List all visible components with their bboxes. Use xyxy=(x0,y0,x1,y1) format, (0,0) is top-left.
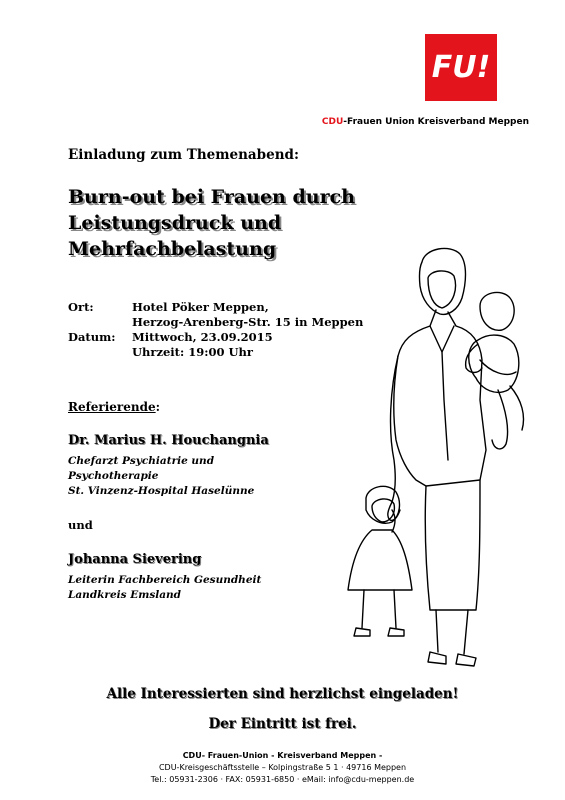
mother-skirt xyxy=(425,480,480,610)
date-label: Datum: xyxy=(68,330,116,344)
and-separator: und xyxy=(68,518,93,532)
invitation-label: Einladung zum Themenabend: xyxy=(68,147,299,163)
mother-shoes xyxy=(428,652,476,666)
girl-face xyxy=(372,499,394,522)
free-entry: Der Eintritt ist frei. xyxy=(208,716,357,732)
mother-legs xyxy=(436,610,468,654)
speakers-heading-text: Referierende xyxy=(68,400,156,414)
mother-hair xyxy=(419,248,465,314)
location-line1: Hotel Pöker Meppen, xyxy=(132,300,269,314)
event-title-line: Burn-out bei Frauen durch xyxy=(68,186,355,208)
footer xyxy=(0,750,565,786)
event-info xyxy=(68,300,363,360)
org-accent: CDU xyxy=(321,117,344,127)
speaker-1-role: St. Vinzenz-Hospital Haselünne xyxy=(68,485,255,497)
speakers-heading-colon: : xyxy=(155,400,161,414)
baby-head xyxy=(480,292,514,330)
speaker-1-role: Psychotherapie xyxy=(68,470,159,482)
location-line2: Herzog-Arenberg-Str. 15 in Meppen xyxy=(132,315,364,329)
speakers-heading xyxy=(68,400,160,414)
invitation-all: Alle Interessierten sind herzlichst eingeladen! xyxy=(106,686,459,702)
baby-legs xyxy=(492,386,524,449)
mother-lapel xyxy=(442,352,448,460)
org-name: -Frauen Union Kreisverband Meppen xyxy=(343,117,529,127)
speaker-2-name: Johanna Sievering xyxy=(68,552,202,567)
event-title xyxy=(68,184,355,262)
speaker-1-roles xyxy=(68,454,254,499)
footer-line: CDU- Frauen-Union - Kreisverband Meppen - xyxy=(182,751,383,760)
mother-jacket xyxy=(394,310,486,486)
speaker-2-role: Landkreis Emsland xyxy=(68,589,181,601)
org-header xyxy=(322,117,529,127)
girl-shoes xyxy=(354,628,404,636)
mother-collar xyxy=(430,326,454,352)
time-value: Uhrzeit: 19:00 Uhr xyxy=(132,345,253,359)
mother-face xyxy=(428,271,456,308)
footer-line: CDU-Kreisgeschäftsstelle – Kolpingstraße 5 1 · 49716 Meppen xyxy=(158,763,407,772)
speaker-2-role: Leiterin Fachbereich Gesundheit xyxy=(68,574,262,586)
fu-logo: FU! xyxy=(425,34,497,101)
girl-legs xyxy=(362,590,396,628)
mother-children-illustration xyxy=(330,240,540,680)
speaker-1-name: Dr. Marius H. Houchangnia xyxy=(68,433,269,448)
event-title-line: Mehrfachbelastung xyxy=(68,238,277,260)
date-value: Mittwoch, 23.09.2015 xyxy=(132,330,273,344)
speaker-1-role: Chefarzt Psychiatrie und xyxy=(68,455,215,467)
footer-line: Tel.: 05931-2306 · FAX: 05931-6850 · eMail: info@cdu-meppen.de xyxy=(150,775,415,784)
girl-dress xyxy=(348,530,412,590)
mother-right-arm xyxy=(480,360,516,374)
speaker-2-roles xyxy=(68,573,261,603)
baby-body xyxy=(469,335,519,392)
event-title-line: Leistungsdruck und xyxy=(68,212,282,234)
location-label: Ort: xyxy=(68,300,94,314)
